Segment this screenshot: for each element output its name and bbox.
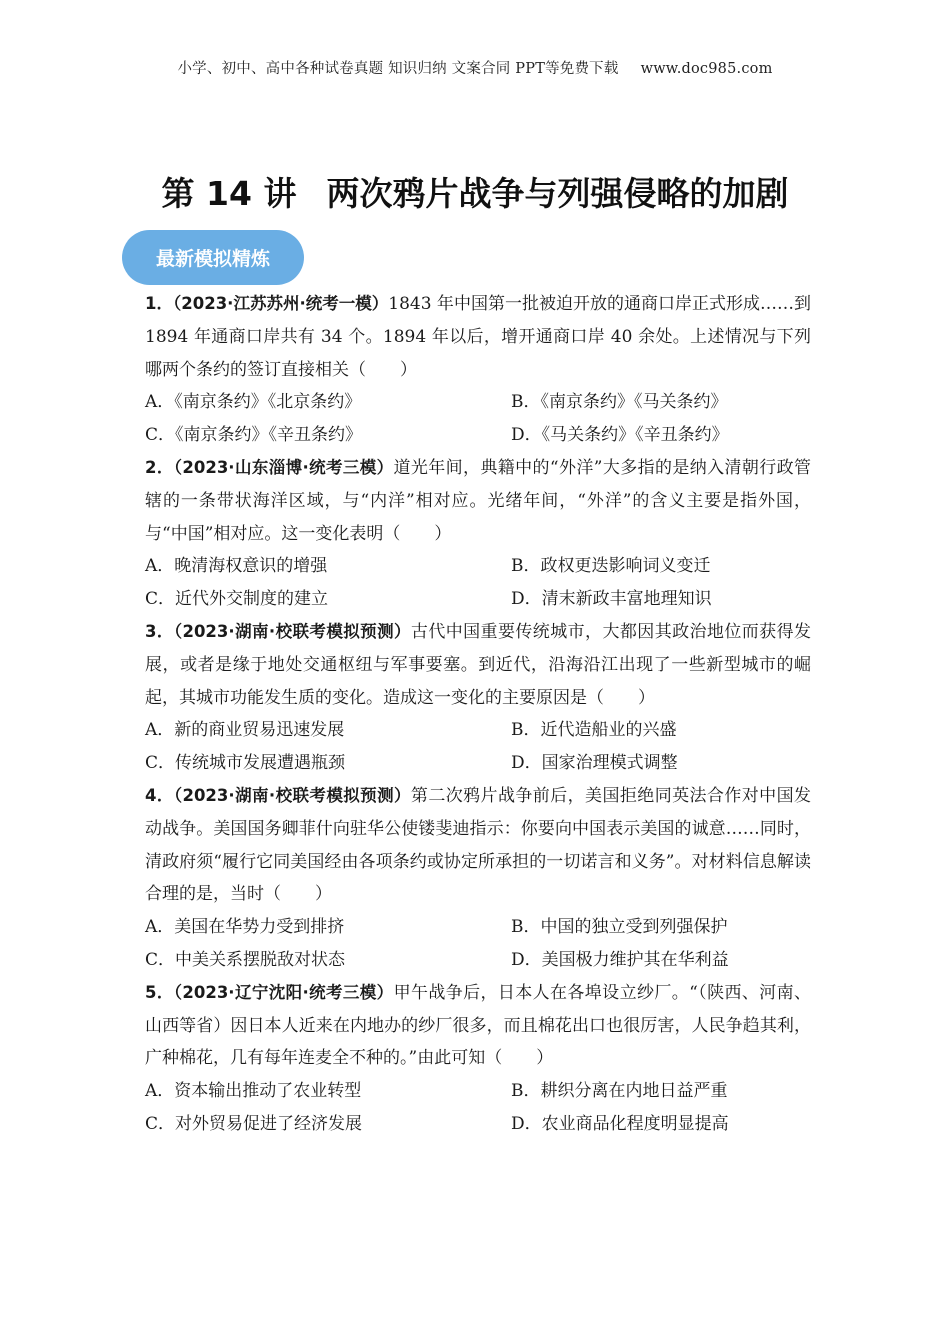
section-label: 最新模拟精炼 [122, 230, 304, 285]
question-2 [145, 452, 811, 616]
option-b: B．近代造船业的兴盛 [511, 720, 677, 741]
option-a: A．新的商业贸易迅速发展 [145, 720, 345, 741]
page-title [0, 168, 950, 215]
question-source: （2023·湖南·校联考模拟预测） [173, 785, 411, 805]
option-d: D．《马关条约》《辛丑条约》 [511, 425, 729, 446]
question-source: （2023·辽宁沈阳·统考三模） [173, 982, 394, 1002]
option-a: A．美国在华势力受到排挤 [145, 917, 345, 938]
question-number: 3． [145, 621, 174, 641]
question-source: （2023·江苏苏州·统考一模） [173, 294, 389, 313]
option-a: A．《南京条约》《北京条约》 [145, 392, 362, 413]
question-source: （2023·湖南·校联考模拟预测） [173, 621, 411, 641]
option-a: A．晚清海权意识的增强 [145, 556, 328, 577]
lesson-topic: 两次鸦片战争与列强侵略的加剧 [326, 174, 789, 213]
question-stem: 古代中国重要传统城市，大都因其政治地位而获得发展，或者是缘于地处交通枢纽与军事要塞。到近代，沿海沿江出现了一些新型城市的崛起，其城市功能发生质的变化。造成这一变化的主要原因是（ ） [145, 621, 812, 708]
question-stem: 第二次鸦片战争前后，美国拒绝同英法合作对中国发动战争。美国国务卿菲什向驻华公使镂斐迪指示：你要向中国表示美国的诚意……同时，清政府须“履行它同美国经由各项条约或协定所承担的一切诺言和义务”。对材料信息解读合理的是，当时（ ） [145, 785, 812, 905]
question-4 [145, 780, 811, 977]
question-source: （2023·山东淄博·统考三模） [173, 457, 394, 477]
option-c: C．近代外交制度的建立 [145, 589, 329, 610]
option-d: D．清末新政丰富地理知识 [511, 589, 712, 610]
option-c: C．对外贸易促进了经济发展 [145, 1113, 363, 1134]
question-stem: 道光年间，典籍中的“外洋”大多指的是纳入清朝行政管辖的一条带状海洋区域，与“内洋”相对应。光绪年间，“外洋”的含义主要是指外国，与“中国”相对应。这一变化表明（ ） [145, 457, 811, 544]
question-number: 4． [145, 785, 174, 805]
question-5 [145, 977, 811, 1141]
option-d: D．美国极力维护其在华利益 [511, 949, 729, 970]
option-d: D．农业商品化程度明显提高 [511, 1113, 729, 1134]
question-stem: 甲午战争后，日本人在各埠设立纱厂。“（陕西、河南、山西等省）因日本人近来在内地办的纱厂很多，而且棉花出口也很厉害，人民争趋其利，广种棉花，几有每年连麦全不种的。”由此可知（ ） [145, 982, 811, 1069]
option-d: D．国家治理模式调整 [511, 753, 678, 774]
question-number: 5． [145, 982, 174, 1002]
question-number: 2． [145, 457, 174, 477]
question-list [145, 288, 811, 1141]
option-c: C．中美关系摆脱敌对状态 [145, 949, 346, 970]
option-b: B．政权更迭影响词义变迁 [511, 556, 711, 577]
option-b: B．中国的独立受到列强保护 [511, 917, 728, 938]
question-3 [145, 616, 811, 780]
option-c: C．《南京条约》《辛丑条约》 [145, 425, 363, 446]
option-c: C．传统城市发展遭遇瓶颈 [145, 753, 346, 774]
option-b: B．《南京条约》《马关条约》 [511, 392, 728, 413]
option-b: B．耕织分离在内地日益严重 [511, 1081, 728, 1102]
page-header [0, 57, 950, 78]
header-banner-text: 小学、初中、高中各种试卷真题 知识归纳 文案合同 PPT等免费下载 [177, 61, 619, 77]
lesson-number: 第 14 讲 [161, 174, 297, 213]
question-number: 1． [145, 294, 173, 313]
question-1 [145, 288, 811, 452]
option-a: A．资本输出推动了农业转型 [145, 1081, 362, 1102]
question-stem: 1843 年中国第一批被迫开放的通商口岸正式形成……到 1894 年通商口岸共有 34 个。1894 年以后，增开通商口岸 40 余处。上述情况与下列哪两个条约的签订直接相关（ ） [145, 294, 812, 380]
header-site-link[interactable]: www.doc985.com [640, 61, 773, 77]
